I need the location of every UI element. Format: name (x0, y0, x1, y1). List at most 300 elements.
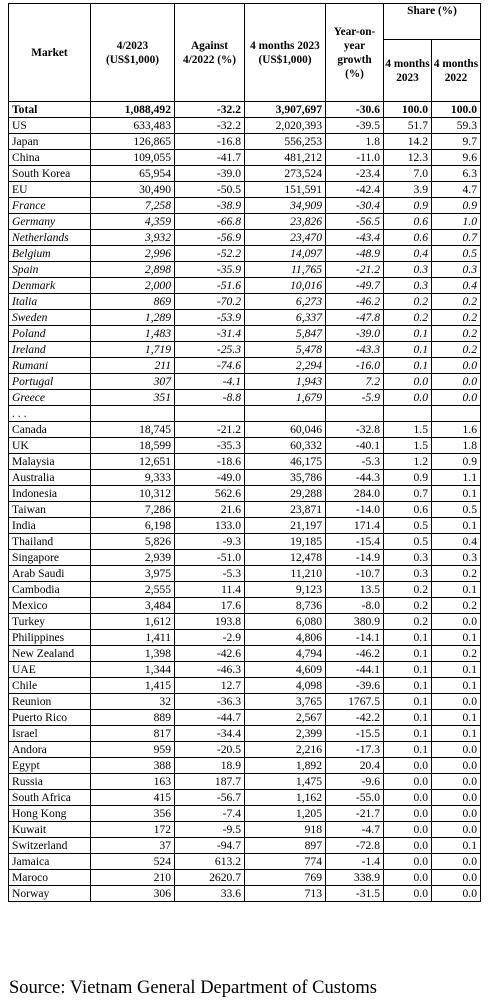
cell-share-2023: 0.3 (384, 550, 432, 566)
cell-share-2022: 0.3 (432, 550, 481, 566)
cell-against: -36.3 (175, 694, 245, 710)
cell-share-2022: 4.7 (432, 182, 481, 198)
cell-share-2023: 1.2 (384, 454, 432, 470)
cell-month-value: 3,484 (91, 598, 175, 614)
cell-market: Kuwait (9, 822, 91, 838)
table-row (9, 294, 481, 310)
cell-share-2022: 0.0 (432, 758, 481, 774)
cell-month-value: 869 (91, 294, 175, 310)
cell-month-value: 889 (91, 710, 175, 726)
cell-month-value: 1,411 (91, 630, 175, 646)
cell-share-2023: 0.2 (384, 582, 432, 598)
cell-month-value: 959 (91, 742, 175, 758)
cell-growth: -30.4 (326, 198, 384, 214)
cell-month-value: 2,939 (91, 550, 175, 566)
table-row (9, 342, 481, 358)
cell-against: -53.9 (175, 310, 245, 326)
cell-share-2023: 0.1 (384, 694, 432, 710)
cell-month-value (91, 406, 175, 422)
cell-share-2023 (384, 406, 432, 422)
cell-share-2023: 0.6 (384, 502, 432, 518)
cell-four-months: 29,288 (245, 486, 326, 502)
cell-market: Rumani (9, 358, 91, 374)
cell-four-months: 10,016 (245, 278, 326, 294)
cell-month-value: 1,088,492 (91, 102, 175, 118)
cell-share-2022: 0.9 (432, 454, 481, 470)
table-row (9, 534, 481, 550)
table-row (9, 470, 481, 486)
cell-four-months: 2,216 (245, 742, 326, 758)
cell-month-value: 633,483 (91, 118, 175, 134)
cell-share-2022: 0.0 (432, 614, 481, 630)
cell-growth: -4.7 (326, 822, 384, 838)
cell-share-2022: 0.1 (432, 726, 481, 742)
cell-against: 193.8 (175, 614, 245, 630)
cell-share-2022: 0.0 (432, 822, 481, 838)
cell-month-value: 4,359 (91, 214, 175, 230)
header-share-2023: 4 months 2023 (384, 40, 432, 102)
cell-month-value: 1,415 (91, 678, 175, 694)
cell-share-2022: 6.3 (432, 166, 481, 182)
cell-share-2023: 14.2 (384, 134, 432, 150)
cell-share-2022: 0.0 (432, 694, 481, 710)
cell-against: -46.3 (175, 662, 245, 678)
cell-market: . . . (9, 406, 91, 422)
cell-against: 17.6 (175, 598, 245, 614)
cell-share-2023: 1.5 (384, 422, 432, 438)
cell-share-2022: 0.3 (432, 262, 481, 278)
cell-share-2022: 1.8 (432, 438, 481, 454)
header-growth: Year-on-year growth (%) (326, 4, 384, 102)
cell-growth: 13.5 (326, 582, 384, 598)
cell-month-value: 109,055 (91, 150, 175, 166)
cell-month-value: 65,954 (91, 166, 175, 182)
cell-against (175, 406, 245, 422)
cell-month-value: 32 (91, 694, 175, 710)
cell-share-2023: 0.1 (384, 326, 432, 342)
cell-four-months: 1,679 (245, 390, 326, 406)
cell-market: Israel (9, 726, 91, 742)
cell-against: -44.7 (175, 710, 245, 726)
cell-against: 11.4 (175, 582, 245, 598)
table-row (9, 118, 481, 134)
cell-market: Spain (9, 262, 91, 278)
table-row (9, 742, 481, 758)
table-row (9, 502, 481, 518)
cell-share-2023: 0.0 (384, 390, 432, 406)
cell-growth: -32.8 (326, 422, 384, 438)
cell-share-2023: 0.1 (384, 358, 432, 374)
cell-share-2022: 0.5 (432, 246, 481, 262)
cell-month-value: 1,344 (91, 662, 175, 678)
cell-share-2023: 0.9 (384, 198, 432, 214)
cell-against: -32.2 (175, 102, 245, 118)
cell-against: -52.2 (175, 246, 245, 262)
cell-market: Norway (9, 886, 91, 902)
cell-market: Japan (9, 134, 91, 150)
cell-share-2023: 0.0 (384, 886, 432, 902)
cell-month-value: 2,000 (91, 278, 175, 294)
cell-share-2023: 0.0 (384, 790, 432, 806)
table-row (9, 758, 481, 774)
cell-share-2023: 1.5 (384, 438, 432, 454)
cell-share-2023: 0.5 (384, 534, 432, 550)
cell-growth: -56.5 (326, 214, 384, 230)
cell-market: India (9, 518, 91, 534)
cell-against: -41.7 (175, 150, 245, 166)
cell-four-months: 774 (245, 854, 326, 870)
cell-four-months: 273,524 (245, 166, 326, 182)
cell-share-2022: 0.0 (432, 870, 481, 886)
cell-share-2022: 0.1 (432, 518, 481, 534)
source-note: Source: Vietnam General Department of Customs (9, 978, 377, 998)
cell-share-2022: 0.0 (432, 790, 481, 806)
cell-against: 187.7 (175, 774, 245, 790)
cell-month-value: 30,490 (91, 182, 175, 198)
cell-four-months: 2,020,393 (245, 118, 326, 134)
cell-four-months: 6,337 (245, 310, 326, 326)
cell-growth: -40.1 (326, 438, 384, 454)
table-row (9, 518, 481, 534)
table-row (9, 838, 481, 854)
cell-month-value: 415 (91, 790, 175, 806)
table-row (9, 806, 481, 822)
cell-market: Egypt (9, 758, 91, 774)
cell-against: -25.3 (175, 342, 245, 358)
cell-share-2023: 0.0 (384, 822, 432, 838)
cell-against: 2620.7 (175, 870, 245, 886)
table-row (9, 662, 481, 678)
cell-growth: -5.9 (326, 390, 384, 406)
cell-growth: -44.3 (326, 470, 384, 486)
cell-growth: -43.3 (326, 342, 384, 358)
cell-four-months: 23,826 (245, 214, 326, 230)
cell-month-value: 307 (91, 374, 175, 390)
cell-four-months: 60,046 (245, 422, 326, 438)
cell-share-2023: 0.0 (384, 774, 432, 790)
cell-growth: 380.9 (326, 614, 384, 630)
cell-share-2022: 0.0 (432, 854, 481, 870)
cell-growth: -15.4 (326, 534, 384, 550)
cell-four-months: 35,786 (245, 470, 326, 486)
cell-share-2022: 0.2 (432, 294, 481, 310)
cell-against: -38.9 (175, 198, 245, 214)
cell-against: -49.0 (175, 470, 245, 486)
cell-four-months: 4,098 (245, 678, 326, 694)
cell-market: Mexico (9, 598, 91, 614)
cell-four-months: 2,399 (245, 726, 326, 742)
cell-month-value: 37 (91, 838, 175, 854)
cell-against: -70.2 (175, 294, 245, 310)
cell-growth: -14.1 (326, 630, 384, 646)
cell-growth: -39.6 (326, 678, 384, 694)
cell-share-2023: 0.0 (384, 838, 432, 854)
table-row (9, 486, 481, 502)
cell-four-months: 21,197 (245, 518, 326, 534)
table-row (9, 166, 481, 182)
cell-against: -20.5 (175, 742, 245, 758)
cell-market: Ireland (9, 342, 91, 358)
cell-growth: -14.0 (326, 502, 384, 518)
cell-share-2023: 0.1 (384, 678, 432, 694)
cell-against: 562.6 (175, 486, 245, 502)
cell-four-months: 14,097 (245, 246, 326, 262)
cell-month-value: 351 (91, 390, 175, 406)
cell-share-2023: 0.3 (384, 262, 432, 278)
cell-month-value: 18,599 (91, 438, 175, 454)
cell-four-months: 11,765 (245, 262, 326, 278)
cell-against: -5.3 (175, 566, 245, 582)
cell-growth: -5.3 (326, 454, 384, 470)
table-header (9, 4, 481, 102)
cell-against: -42.6 (175, 646, 245, 662)
cell-month-value: 1,398 (91, 646, 175, 662)
table-row (9, 646, 481, 662)
cell-month-value: 12,651 (91, 454, 175, 470)
cell-market: Thailand (9, 534, 91, 550)
table-row (9, 598, 481, 614)
cell-share-2022: 0.4 (432, 534, 481, 550)
cell-growth: -39.0 (326, 326, 384, 342)
cell-against: -16.8 (175, 134, 245, 150)
cell-market: Chile (9, 678, 91, 694)
cell-share-2023: 0.1 (384, 630, 432, 646)
cell-share-2022: 0.1 (432, 582, 481, 598)
cell-growth: -48.9 (326, 246, 384, 262)
cell-share-2023: 0.3 (384, 278, 432, 294)
cell-growth: 7.2 (326, 374, 384, 390)
cell-share-2023: 0.1 (384, 710, 432, 726)
cell-growth: -1.4 (326, 854, 384, 870)
cell-four-months: 5,847 (245, 326, 326, 342)
cell-month-value: 172 (91, 822, 175, 838)
cell-growth: -14.9 (326, 550, 384, 566)
cell-growth: -39.5 (326, 118, 384, 134)
cell-against: -66.8 (175, 214, 245, 230)
cell-market: Netherlands (9, 230, 91, 246)
cell-market: Canada (9, 422, 91, 438)
cell-growth: -21.2 (326, 262, 384, 278)
table-row (9, 438, 481, 454)
cell-share-2022: 0.1 (432, 486, 481, 502)
cell-share-2023: 0.0 (384, 758, 432, 774)
header-share-2022: 4 months 2022 (432, 40, 481, 102)
cell-four-months: 713 (245, 886, 326, 902)
cell-market: Belgium (9, 246, 91, 262)
cell-market: Greece (9, 390, 91, 406)
cell-share-2022: 0.2 (432, 566, 481, 582)
cell-month-value: 10,312 (91, 486, 175, 502)
cell-against: -32.2 (175, 118, 245, 134)
cell-growth: 1767.5 (326, 694, 384, 710)
table-row (9, 246, 481, 262)
table-row (9, 230, 481, 246)
table-row (9, 374, 481, 390)
cell-month-value: 388 (91, 758, 175, 774)
cell-against: -51.6 (175, 278, 245, 294)
cell-against: -56.7 (175, 790, 245, 806)
cell-share-2023: 0.0 (384, 374, 432, 390)
header-month-value: 4/2023 (US$1,000) (91, 4, 175, 102)
table-row (9, 614, 481, 630)
cell-share-2022: 0.1 (432, 678, 481, 694)
cell-share-2022: 0.4 (432, 278, 481, 294)
cell-against: -56.9 (175, 230, 245, 246)
cell-month-value: 18,745 (91, 422, 175, 438)
table-row (9, 822, 481, 838)
cell-market: France (9, 198, 91, 214)
cell-month-value: 3,975 (91, 566, 175, 582)
cell-share-2023: 0.2 (384, 294, 432, 310)
cell-four-months: 5,478 (245, 342, 326, 358)
cell-share-2022: 1.0 (432, 214, 481, 230)
cell-market: Poland (9, 326, 91, 342)
cell-share-2022: 0.2 (432, 326, 481, 342)
cell-share-2023: 12.3 (384, 150, 432, 166)
cell-four-months: 1,162 (245, 790, 326, 806)
cell-market: Taiwan (9, 502, 91, 518)
cell-against: 21.6 (175, 502, 245, 518)
cell-share-2023: 0.4 (384, 246, 432, 262)
cell-month-value: 817 (91, 726, 175, 742)
cell-four-months: 11,210 (245, 566, 326, 582)
cell-market: South Korea (9, 166, 91, 182)
table-row (9, 550, 481, 566)
cell-against: -7.4 (175, 806, 245, 822)
cell-share-2023: 100.0 (384, 102, 432, 118)
cell-growth: -72.8 (326, 838, 384, 854)
cell-share-2023: 0.0 (384, 870, 432, 886)
cell-market: Italia (9, 294, 91, 310)
cell-market: UK (9, 438, 91, 454)
cell-share-2022: 9.6 (432, 150, 481, 166)
cell-month-value: 1,719 (91, 342, 175, 358)
table-row (9, 854, 481, 870)
cell-growth: -44.1 (326, 662, 384, 678)
cell-share-2022: 1.6 (432, 422, 481, 438)
header-share-group: Share (%) (384, 4, 481, 40)
cell-against: -94.7 (175, 838, 245, 854)
cell-share-2022: 100.0 (432, 102, 481, 118)
cell-market: Germany (9, 214, 91, 230)
cell-share-2023: 0.1 (384, 646, 432, 662)
table-row (9, 886, 481, 902)
table-row (9, 102, 481, 118)
cell-against: -4.1 (175, 374, 245, 390)
table-row (9, 406, 481, 422)
cell-share-2022: 0.1 (432, 838, 481, 854)
cell-market: Puerto Rico (9, 710, 91, 726)
cell-against: -9.3 (175, 534, 245, 550)
table-row (9, 198, 481, 214)
cell-growth: 20.4 (326, 758, 384, 774)
cell-share-2022: 0.0 (432, 886, 481, 902)
cell-four-months: 1,205 (245, 806, 326, 822)
cell-four-months: 12,478 (245, 550, 326, 566)
cell-four-months: 4,794 (245, 646, 326, 662)
cell-market: Indonesia (9, 486, 91, 502)
table-row (9, 566, 481, 582)
cell-share-2022: 0.2 (432, 342, 481, 358)
cell-four-months: 556,253 (245, 134, 326, 150)
table-row (9, 694, 481, 710)
cell-share-2022: 0.0 (432, 390, 481, 406)
cell-month-value: 5,826 (91, 534, 175, 550)
cell-growth: 338.9 (326, 870, 384, 886)
cell-market: Philippines (9, 630, 91, 646)
cell-against: -51.0 (175, 550, 245, 566)
cell-against: -18.6 (175, 454, 245, 470)
table-row (9, 358, 481, 374)
cell-four-months: 3,907,697 (245, 102, 326, 118)
cell-against: 133.0 (175, 518, 245, 534)
cell-share-2023: 0.5 (384, 518, 432, 534)
cell-share-2023: 0.1 (384, 662, 432, 678)
cell-against: -50.5 (175, 182, 245, 198)
cell-market: Singapore (9, 550, 91, 566)
table-row (9, 262, 481, 278)
table-row (9, 774, 481, 790)
cell-growth: -46.2 (326, 294, 384, 310)
cell-market: US (9, 118, 91, 134)
cell-share-2023: 0.1 (384, 742, 432, 758)
cell-month-value: 9,333 (91, 470, 175, 486)
cell-share-2022: 9.7 (432, 134, 481, 150)
table-row (9, 326, 481, 342)
cell-growth: -16.0 (326, 358, 384, 374)
cell-four-months: 897 (245, 838, 326, 854)
cell-against: 12.7 (175, 678, 245, 694)
cell-against: -34.4 (175, 726, 245, 742)
cell-month-value: 2,555 (91, 582, 175, 598)
cell-share-2023: 0.6 (384, 230, 432, 246)
cell-four-months: 1,943 (245, 374, 326, 390)
cell-four-months: 6,080 (245, 614, 326, 630)
header-market: Market (9, 4, 91, 102)
cell-market: Andora (9, 742, 91, 758)
cell-four-months: 8,736 (245, 598, 326, 614)
cell-growth (326, 406, 384, 422)
cell-market: UAE (9, 662, 91, 678)
table-row (9, 582, 481, 598)
cell-four-months: 46,175 (245, 454, 326, 470)
cell-growth: -17.3 (326, 742, 384, 758)
cell-month-value: 211 (91, 358, 175, 374)
cell-market: New Zealand (9, 646, 91, 662)
cell-four-months: 918 (245, 822, 326, 838)
table-row (9, 214, 481, 230)
cell-four-months: 481,212 (245, 150, 326, 166)
table-body (9, 102, 481, 902)
cell-against: -74.6 (175, 358, 245, 374)
cell-growth: 171.4 (326, 518, 384, 534)
cell-four-months: 9,123 (245, 582, 326, 598)
header-against: Against 4/2022 (%) (175, 4, 245, 102)
cell-growth: -23.4 (326, 166, 384, 182)
cell-four-months: 1,475 (245, 774, 326, 790)
cell-four-months: 769 (245, 870, 326, 886)
table-row (9, 390, 481, 406)
cell-share-2022 (432, 406, 481, 422)
cell-share-2022: 0.1 (432, 662, 481, 678)
cell-growth: -46.2 (326, 646, 384, 662)
cell-market: Australia (9, 470, 91, 486)
cell-market: Sweden (9, 310, 91, 326)
cell-share-2022: 0.9 (432, 198, 481, 214)
export-markets-table-container (8, 3, 480, 902)
cell-market: Cambodia (9, 582, 91, 598)
cell-growth: -47.8 (326, 310, 384, 326)
